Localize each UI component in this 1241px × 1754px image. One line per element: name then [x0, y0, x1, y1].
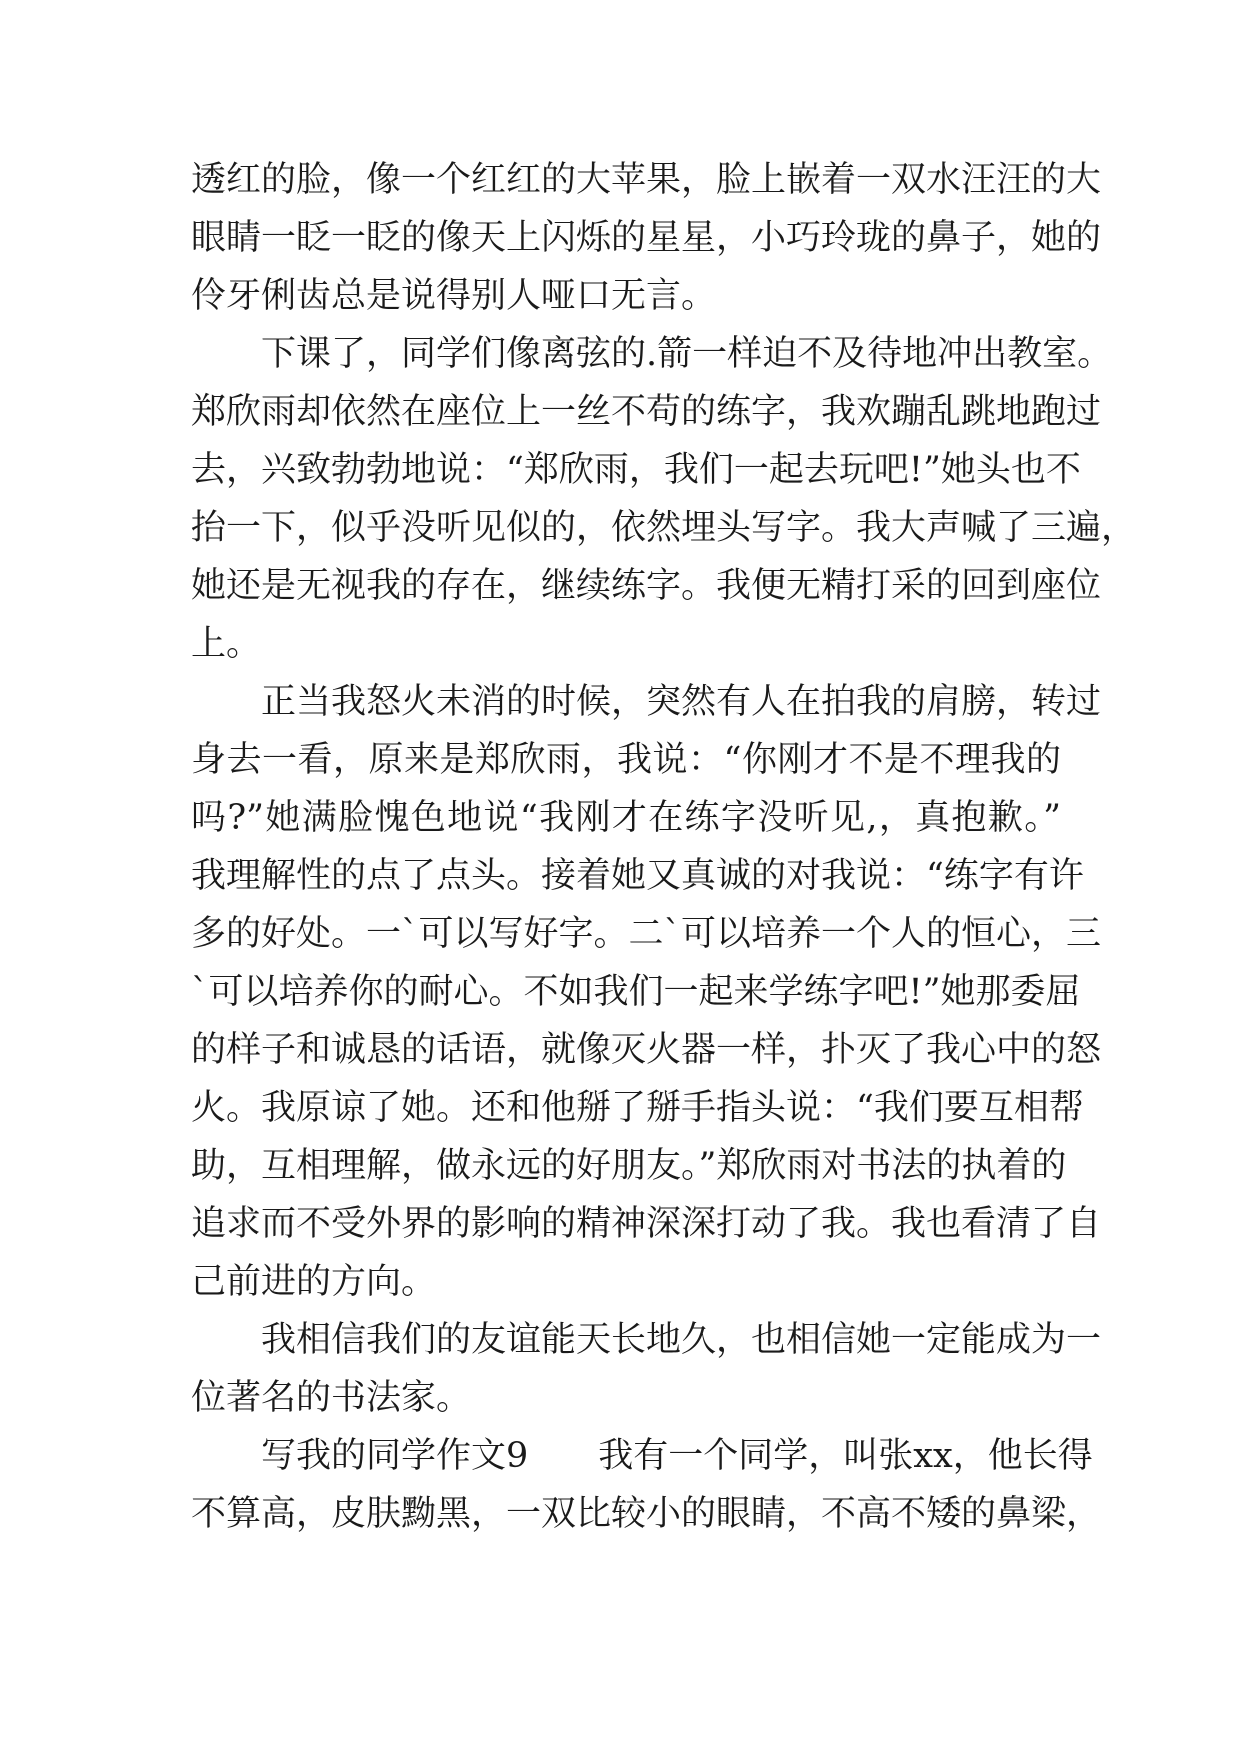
text-line: 她还是无视我的存在，继续练字。我便无精打采的回到座位 — [191, 566, 1102, 606]
text-line: 我理解性的点了点头。接着她又真诚的对我说：“练字有许 — [191, 856, 1084, 896]
text-line: 位著名的书法家。 — [191, 1378, 472, 1418]
text-line: 郑欣雨却依然在座位上一丝不苟的练字，我欢蹦乱跳地跑过 — [191, 392, 1102, 432]
text-line: 不算高，皮肤黝黑，一双比较小的眼睛，不高不矮的鼻梁， — [191, 1494, 1102, 1534]
text-line: 伶牙俐齿总是说得别人哑口无言。 — [191, 276, 717, 316]
paragraph-first-line: 写我的同学作文9 我有一个同学，叫张xx，他长得 — [261, 1436, 1093, 1476]
text-line: `可以培养你的耐心。不如我们一起来学练字吧!”她那委屈 — [191, 972, 1081, 1012]
text-line: 多的好处。一`可以写好字。二`可以培养一个人的恒心，三 — [191, 914, 1102, 954]
text-line: 眼睛一眨一眨的像天上闪烁的星星，小巧玲珑的鼻子，她的 — [191, 218, 1102, 258]
text-line: 助，互相理解，做永远的好朋友。”郑欣雨对书法的执着的 — [191, 1146, 1067, 1186]
text-line: 的样子和诚恳的话语，就像灭火器一样，扑灭了我心中的怒 — [191, 1030, 1102, 1070]
text-line: 身去一看，原来是郑欣雨，我说：“你刚才不是不理我的 — [191, 740, 1061, 780]
text-line: 己前进的方向。 — [191, 1262, 437, 1302]
text-line: 抬一下，似乎没听见似的，依然埋头写字。我大声喊了三遍， — [191, 508, 1137, 548]
paragraph-first-line: 正当我怒火未消的时候，突然有人在拍我的肩膀，转过 — [261, 682, 1102, 722]
text-line: 去，兴致勃勃地说：“郑欣雨，我们一起去玩吧!”她头也不 — [191, 450, 1081, 490]
text-line: 火。我原谅了她。还和他掰了掰手指头说：“我们要互相帮 — [191, 1088, 1084, 1128]
text-line: 吗?”她满脸愧色地说“我刚才在练字没听见,，真抱歉。” — [191, 798, 1061, 838]
text-line: 追求而不受外界的影响的精神深深打动了我。我也看清了自 — [191, 1204, 1102, 1244]
paragraph-first-line: 我相信我们的友谊能天长地久，也相信她一定能成为一 — [261, 1320, 1102, 1360]
paragraph-first-line: 下课了，同学们像离弦的.箭一样迫不及待地冲出教室。 — [261, 334, 1113, 374]
text-line: 上。 — [191, 624, 262, 664]
text-line: 透红的脸，像一个红红的大苹果，脸上嵌着一双水汪汪的大 — [191, 160, 1102, 200]
